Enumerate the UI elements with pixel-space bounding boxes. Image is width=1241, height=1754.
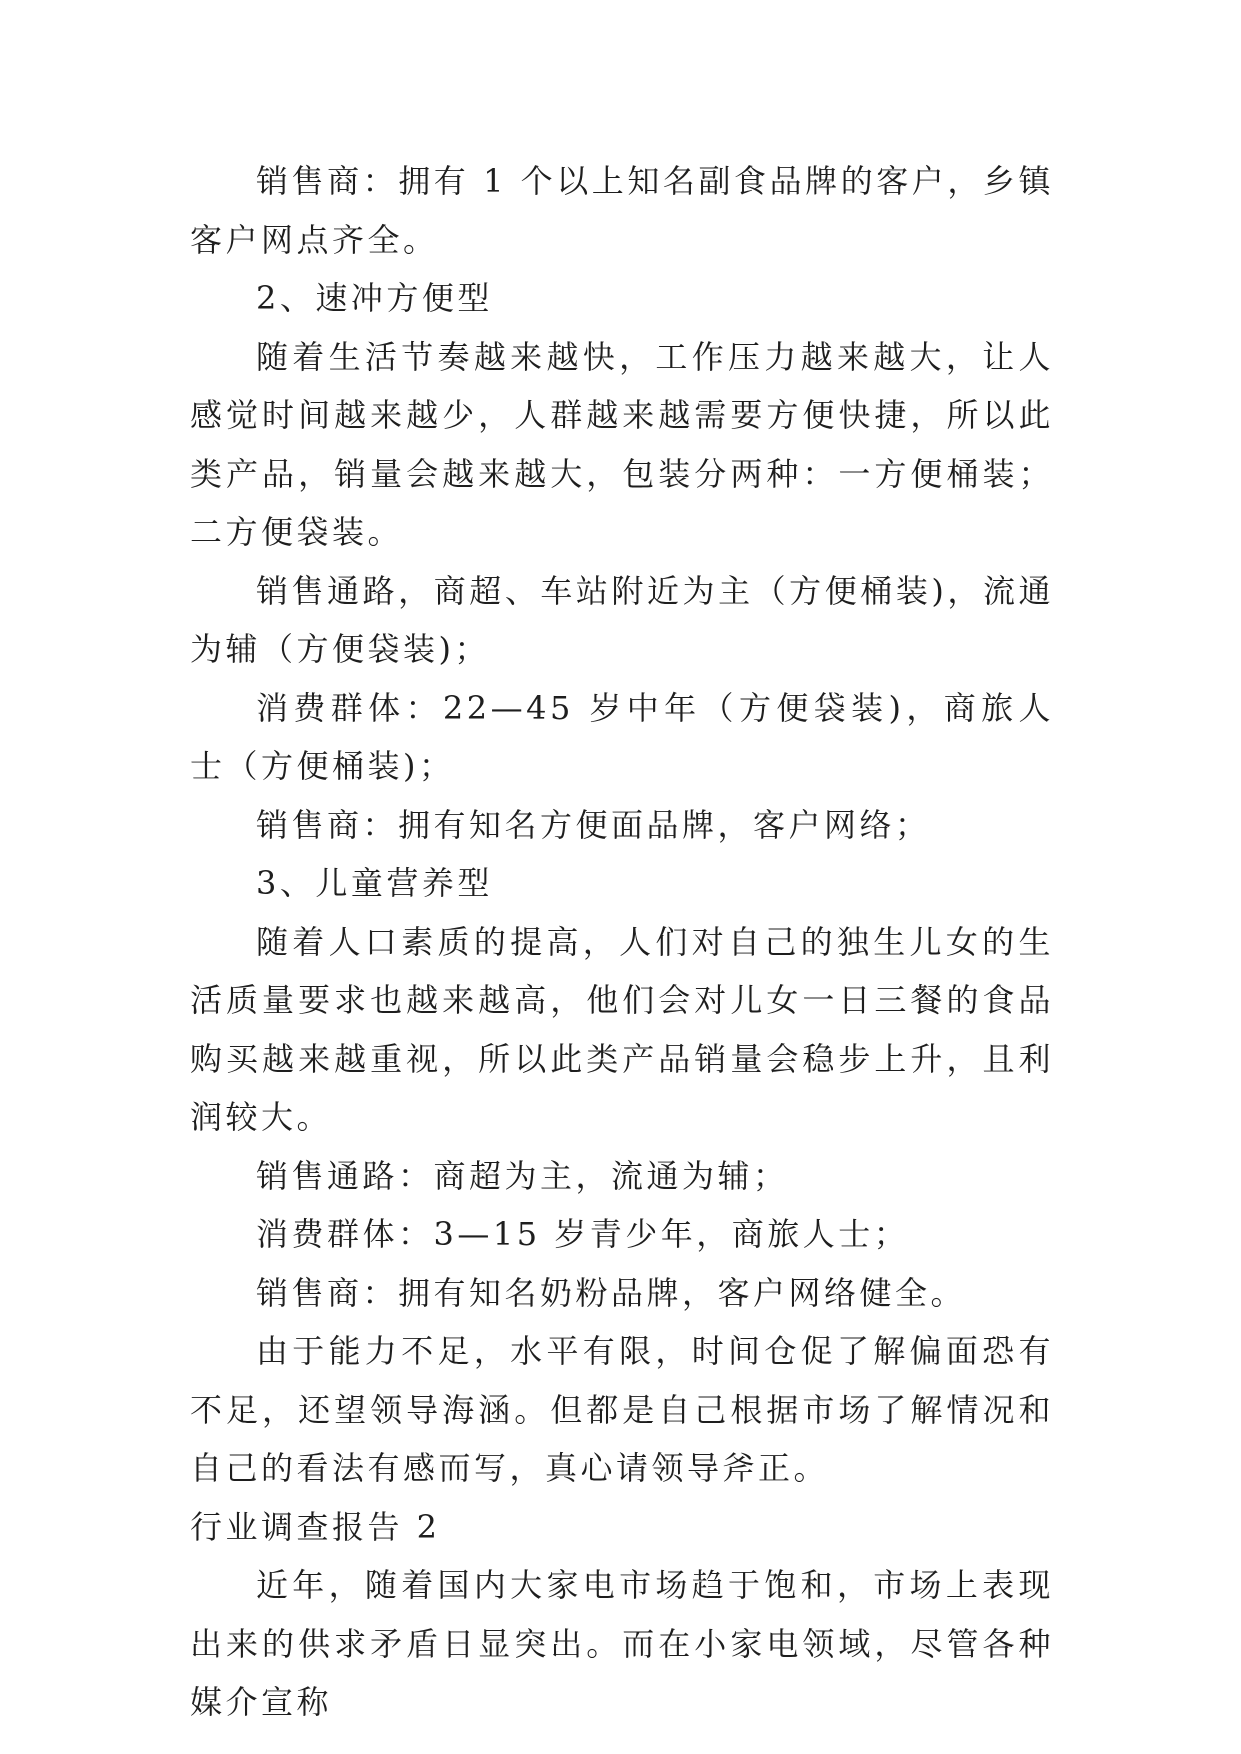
section-heading: 行业调查报告 2 <box>190 1507 441 1546</box>
paragraph-section-intro: 近年，随着国内大家电市场趋于饱和，市场上表现出来的供求矛盾日显突出。而在小家电领域，尽管各种媒介宣称 <box>190 1566 1054 1721</box>
paragraph-sales-channel-3: 销售通路：商超为主，流通为辅； <box>256 1156 789 1195</box>
subheading-child-nutrition: 3、儿童营养型 <box>256 864 493 902</box>
paragraph-distributor-1: 销售商：拥有 1 个以上知名副食品牌的客户，乡镇客户网点齐全。 <box>190 162 1054 259</box>
paragraph-instant-description: 随着生活节奏越来越快，工作压力越来越大，让人感觉时间越来越少，人群越来越需要方便快捷，所以此类产品，销量会越来越大，包装分两种：一方便桶装；二方便袋装。 <box>190 337 1054 551</box>
paragraph-consumer-group-3: 消费群体：3—15 岁青少年，商旅人士； <box>256 1215 910 1253</box>
paragraph-closing-remark: 由于能力不足，水平有限，时间仓促了解偏面恐有不足，还望领导海涵。但都是自己根据市场了解情况和自己的看法有感而写，真心请领导斧正。 <box>190 1332 1054 1487</box>
paragraph-distributor-2: 销售商：拥有知名方便面品牌，客户网络； <box>256 805 931 844</box>
paragraph-child-description: 随着人口素质的提高，人们对自己的独生儿女的生活质量要求也越来越高，他们会对儿女一日三餐的食品购买越来越重视，所以此类产品销量会稳步上升，且利润较大。 <box>190 922 1054 1136</box>
paragraph-distributor-3: 销售商：拥有知名奶粉品牌，客户网络健全。 <box>256 1273 967 1312</box>
paragraph-consumer-group-2: 消费群体：22—45 岁中年（方便袋装)，商旅人士（方便桶装)； <box>190 688 1054 785</box>
subheading-instant-convenience: 2、速冲方便型 <box>256 279 493 317</box>
paragraph-sales-channel-2: 销售通路，商超、车站附近为主（方便桶装)，流通为辅（方便袋装)； <box>190 571 1054 668</box>
document-page <box>190 152 1054 1732</box>
